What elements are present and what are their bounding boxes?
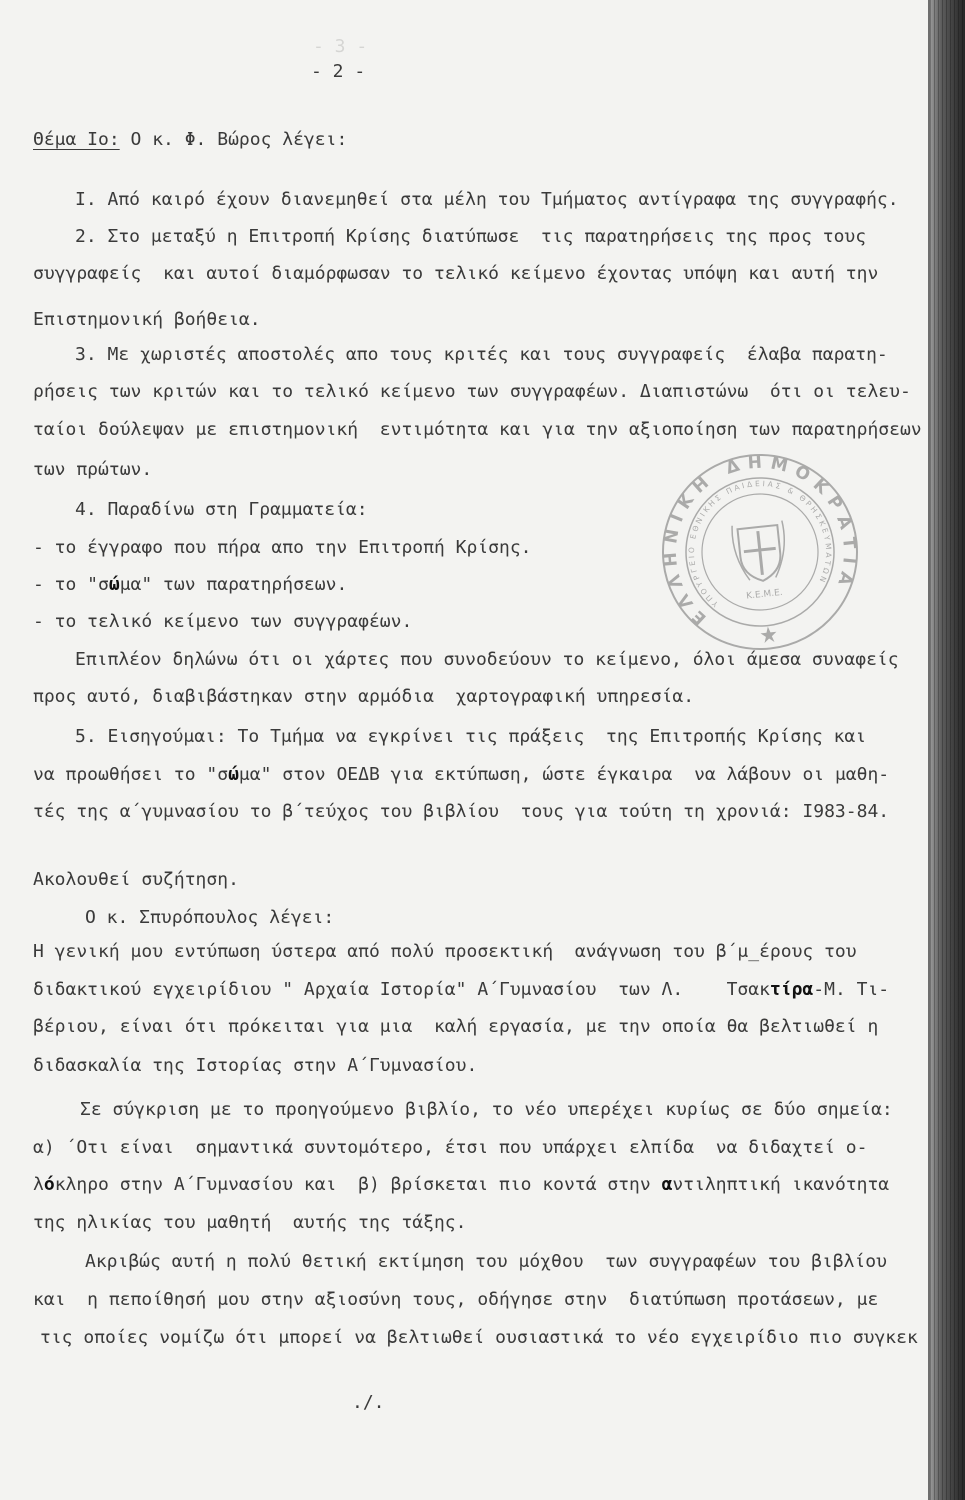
paragraph-line: ταίοι δούλεψαν με επιστημονική εντιμότητα και για την αξιοποίηση των παρατηρήσεων: [33, 419, 922, 440]
paragraph-line: προς αυτό, διαβιβάστηκαν στην αρμόδια χαρτογραφική υπηρεσία.: [33, 686, 695, 707]
list-item: - το τελικό κείμενο των συγγραφέων.: [33, 611, 413, 632]
paragraph-line: τις οποίες νομίζω ότι μπορεί να βελτιωθεί ουσιαστικά το νέο εγχειρίδιο πιο συγκεκ: [40, 1327, 918, 1348]
paragraph-line: Επιστημονική βοήθεια.: [33, 309, 261, 330]
text-segment: ντιληπτική ικανότητα: [672, 1174, 890, 1195]
handwritten-correction: ό: [43, 1174, 55, 1195]
paragraph-line: Σε σύγκριση με το προηγούμενο βιβλίο, το νέο υπερέχει κυρίως σε δύο σημεία:: [80, 1099, 893, 1120]
paragraph-line: 2. Στο μεταξύ η Επιτροπή Κρίσης διατύπωσε τις παρατηρήσεις της προς τους: [75, 226, 867, 247]
star-icon: [760, 626, 778, 644]
continuation-mark: ./.: [352, 1392, 385, 1413]
paragraph-line: Η γενική μου εντύπωση ύστερα από πολύ προσεκτική ανάγνωση του β΄μ_έρους του: [33, 941, 857, 962]
speaker-intro: Ο κ. Φ. Βώρος λέγει:: [119, 129, 348, 150]
handwritten-correction: ώ: [108, 574, 120, 595]
paragraph-line: και η πεποίθησή μου στην αξιοσύνη τους, οδήγησε στην διατύπωση προτάσεων, με: [33, 1289, 879, 1310]
page-number: - 2 -: [311, 61, 366, 82]
stamp-bottom-text: Κ.Ε.Μ.Ε.: [745, 587, 784, 602]
stamp-outer-text: ΕΛΛΗΝΙΚΗ ΔΗΜΟΚΡΑΤΙΑ: [660, 452, 860, 629]
agenda-item-label: Θέμα Ιο:: [33, 129, 120, 150]
paragraph-line: Ακολουθεί συζήτηση.: [33, 869, 239, 890]
paragraph-line: α) ΄Οτι είναι σημαντικά συντομότερο, έτσι που υπάρχει ελπίδα να διδαχτεί ο-: [33, 1137, 868, 1158]
text-segment: κληρο στην Α΄Γυμνασίου και β) βρίσκεται πιο κοντά στην: [54, 1174, 662, 1195]
official-stamp: [655, 447, 865, 657]
coat-of-arms-icon: [731, 520, 788, 583]
paragraph-line: των πρώτων.: [33, 459, 153, 480]
ghost-page-number: - 3 -: [313, 36, 368, 57]
paragraph-line: Ακριβώς αυτή η πολύ θετική εκτίμηση του μόχθου των συγγραφέων του βιβλίου: [85, 1251, 887, 1272]
paragraph-line: της ηλικίας του μαθητή αυτής της τάξης.: [33, 1212, 467, 1233]
paragraph-line: [33, 979, 889, 1001]
handwritten-correction: α: [661, 1174, 673, 1195]
text-segment: -Μ. Τι-: [813, 979, 890, 1000]
paragraph-line: ρήσεις των κριτών και το τελικό κείμενο των συγγραφέων. Διαπιστώνω ότι οι τελευ-: [33, 381, 911, 402]
paragraph-line: 5. Εισηγούμαι: Το Τμήμα να εγκρίνει τις πράξεις της Επιτροπής Κρίσης και: [75, 726, 867, 747]
page-stack-edge: [928, 0, 965, 1500]
paragraph-line: Επιπλέον δηλώνω ότι οι χάρτες που συνοδεύουν το κείμενο, όλοι άμεσα συναφείς: [75, 649, 899, 670]
agenda-heading-line: [33, 129, 347, 151]
paragraph-line: [33, 1174, 889, 1196]
list-item: - το έγγραφο που πήρα απο την Επιτροπή Κρίσης.: [33, 537, 532, 558]
paragraph-line: Ι. Από καιρό έχουν διανεμηθεί στα μέλη του Τμήματος αντίγραφα της συγγραφής.: [75, 189, 899, 210]
paragraph-line: 4. Παραδίνω στη Γραμματεία:: [75, 499, 368, 520]
handwritten-correction: ώ: [228, 764, 239, 785]
text-segment: λ: [33, 1174, 44, 1195]
text-segment: μα" των παρατηρήσεων.: [119, 574, 348, 595]
stamp-inner-text: ΥΠΟΥΡΓΕΙΟ ΕΘΝΙΚΗΣ ΠΑΙΔΕΙΑΣ & ΘΡΗΣΚΕΥΜΑΤΩΝ: [686, 479, 834, 609]
paragraph-line: διδασκαλία της Ιστορίας στην Α΄Γυμνασίου.: [33, 1055, 478, 1076]
handwritten-correction: τίρα: [769, 979, 814, 1000]
paragraph-line: τές της α΄γυμνασίου το β΄τεύχος του βιβλίου τους για τούτη τη χρονιά: Ι983-84.: [33, 801, 890, 822]
paragraph-line: 3. Με χωριστές αποστολές απο τους κριτές και τους συγγραφείς έλαβα παρατη-: [75, 344, 888, 365]
paragraph-line: βέριου, είναι ότι πρόκειται για μια καλή εργασία, με την οποία θα βελτιωθεί η: [33, 1016, 879, 1037]
paragraph-line: συγγραφείς και αυτοί διαμόρφωσαν το τελικό κείμενο έχοντας υπόψη και αυτή την: [33, 263, 879, 284]
text-segment: να προωθήσει το "σ: [33, 764, 229, 785]
paragraph-line: [33, 764, 889, 786]
speaker-line: Ο κ. Σπυρόπουλος λέγει:: [85, 907, 335, 928]
text-segment: μα" στον ΟΕΔΒ για εκτύπωση, ώστε έγκαιρα να λάβουν οι μαθη-: [238, 764, 890, 785]
text-segment: - το "σ: [33, 574, 109, 595]
text-segment: διδακτικού εγχειρίδιου " Αρχαία Ιστορία" Α΄Γυμνασίου των Λ. Τσακ: [33, 979, 770, 1000]
list-item: [33, 574, 347, 596]
